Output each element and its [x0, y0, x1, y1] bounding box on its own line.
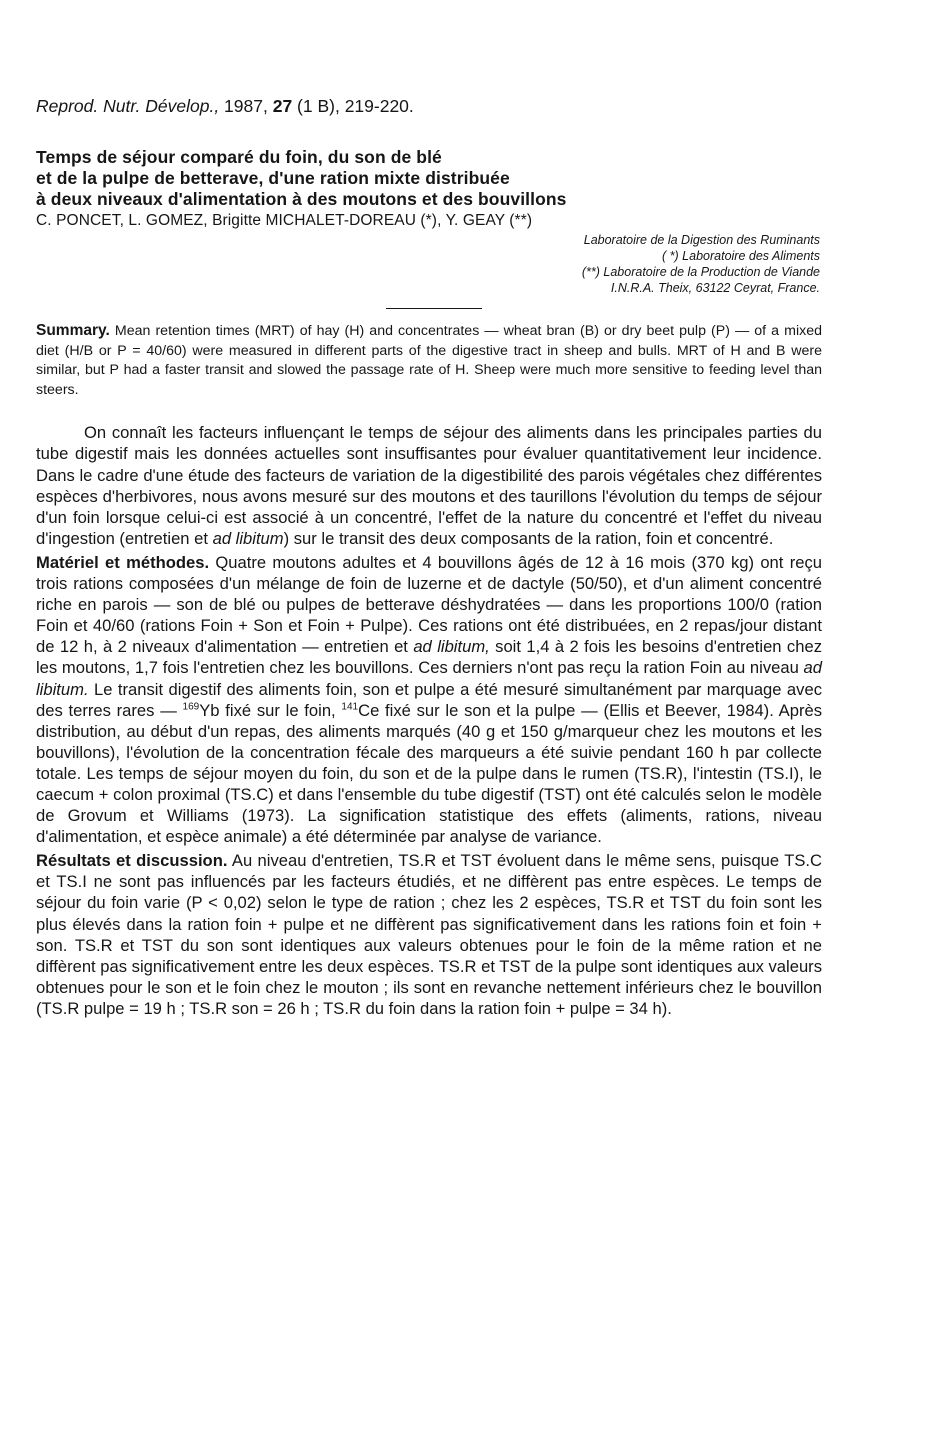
methods-text-4: Yb fixé sur le foin,	[199, 700, 342, 720]
citation-year: 1987,	[219, 96, 273, 116]
methods-emphasis-2: ad libitum.	[36, 658, 822, 699]
body-text	[36, 422, 822, 1019]
journal-name: Reprod. Nutr. Dévelop.,	[36, 96, 220, 116]
affiliation-line-3: (**) Laboratoire de la Production de Viande	[581, 265, 820, 279]
summary-block	[36, 321, 822, 400]
methods-text-1: Quatre moutons adultes et 4 bouvillons âgés de 12 à 16 mois (370 kg) ont reçu trois rations composées d'un mélange de foin de luzerne et de dactyle (50/50), et d'un aliment concentré riche en parois — son de blé ou pulpes de betterave déshydratées — dans les proportions 100/0 (ration Foin et 40/60 (rations Foin + Son et Foin + Pulpe). Ces rations ont été distribuées, en 2 repas/jour distant de 12 h, à 2 niveaux d'alimentation — entretien et	[36, 552, 822, 657]
summary-label: Summary.	[36, 322, 110, 339]
methods-paragraph	[36, 552, 822, 847]
paper-page	[36, 96, 822, 1022]
affiliation-line-2: ( *) Laboratoire des Aliments	[662, 249, 820, 263]
intro-text: On connaît les facteurs influençant le temps de séjour des aliments dans les principales parties du tube digestif mais les données actuelles sont insuffisantes pour évaluer quantitativement leur incidence. Dans le cadre d'une étude des facteurs de variation de la digestibilité des parois végétales chez différentes espèces d'herbivores, nous avons mesuré sur des moutons et des taurillons l'évolution du temps de séjour d'un foin lorsque celui-ci est associé à un concentré, l'effet de la nature du concentré et l'effet du niveau d'ingestion (entretien et	[36, 423, 822, 548]
results-paragraph	[36, 850, 822, 1019]
methods-label: Matériel et méthodes.	[36, 552, 210, 572]
summary-text: Mean retention times (MRT) of hay (H) and concentrates — wheat bran (B) or dry beet pulp (P) — of a mixed diet (H/B or P = 40/60) were measured in different parts of the digestive tract in sheep and bulls. MRT of H and B were similar, but P had a faster transit and slowed the passage rate of H. Sheep were much more sensitive to feeding level than steers.	[36, 323, 822, 398]
isotope-141: 141	[341, 701, 359, 713]
title-line-1: Temps de séjour comparé du foin, du son de blé	[36, 147, 442, 167]
title-line-2: et de la pulpe de betterave, d'une ration mixte distribuée	[36, 168, 510, 188]
separator-rule	[386, 308, 482, 309]
author-list: C. PONCET, L. GOMEZ, Brigitte MICHALET-DOREAU (*), Y. GEAY (**)	[36, 212, 533, 229]
title-line-3: à deux niveaux d'alimentation à des moutons et des bouvillons	[36, 189, 567, 209]
affiliations	[36, 232, 822, 296]
methods-emphasis-1: ad libitum,	[413, 637, 490, 657]
intro-text-end: ) sur le transit des deux composants de la ration, foin et concentré.	[283, 528, 774, 548]
isotope-169: 169	[182, 701, 200, 713]
methods-text-5: Ce fixé sur le son et la pulpe — (Ellis et Beever, 1984). Après distribution, au début d'un repas, des aliments marqués (40 g et 150 g/marqueur chez les moutons et les bouvillons), l'évolution de la concentration fécale des marqueurs a été suivie pendant 160 h par collecte totale. Les temps de séjour moyen du foin, du son et de la pulpe dans le rumen (TS.R), l'intestin (TS.I), le caecum + colon proximal (TS.C) et dans l'ensemble du tube digestif (TST) ont été calculés selon le modèle de Grovum et Williams (1973). La signification statistique des effets (aliments, rations, niveau d'alimentation, et espèce animale) a été déterminée par analyse de variance.	[36, 700, 822, 847]
intro-emphasis: ad libitum	[212, 528, 284, 548]
paper-title	[36, 147, 822, 210]
citation-line	[36, 96, 822, 117]
methods-text-2: soit 1,4 à 2 fois les besoins d'entretien chez les moutons, 1,7 fois l'entretien chez les bouvillons. Ces derniers n'ont pas reçu la ration Foin au niveau	[36, 637, 822, 678]
methods-text-3: Le transit digestif des aliments foin, son et pulpe a été mesuré simultanément par marquage avec des terres rares —	[36, 679, 822, 720]
citation-issue-pages: (1 B), 219-220.	[292, 96, 414, 116]
citation-volume: 27	[272, 96, 293, 116]
results-text: Au niveau d'entretien, TS.R et TST évoluent dans le même sens, puisque TS.C et TS.I ne sont pas influencés par les facteurs étudiés, et ne diffèrent pas entre espèces. Le temps de séjour du foin varie (P < 0,02) selon le type de ration ; chez les 2 espèces, TS.R et TST du foin sont les plus élevés dans la ration foin + pulpe et ne diffèrent pas significativement dans les rations foin et foin + son. TS.R et TST du son sont identiques aux valeurs obtenues pour le foin de la même ration et ne diffèrent pas significativement entre les deux espèces. TS.R et TST de la pulpe sont identiques aux valeurs obtenues pour le son et le foin chez le mouton ; ils sont en revanche nettement inférieurs chez le bouvillon (TS.R pulpe = 19 h ; TS.R son = 26 h ; TS.R du foin dans la ration foin + pulpe = 34 h).	[36, 851, 822, 1018]
intro-paragraph	[36, 422, 822, 549]
affiliation-line-4: I.N.R.A. Theix, 63122 Ceyrat, France.	[610, 281, 820, 295]
affiliation-line-1: Laboratoire de la Digestion des Ruminants	[583, 233, 820, 247]
results-label: Résultats et discussion.	[36, 851, 228, 871]
